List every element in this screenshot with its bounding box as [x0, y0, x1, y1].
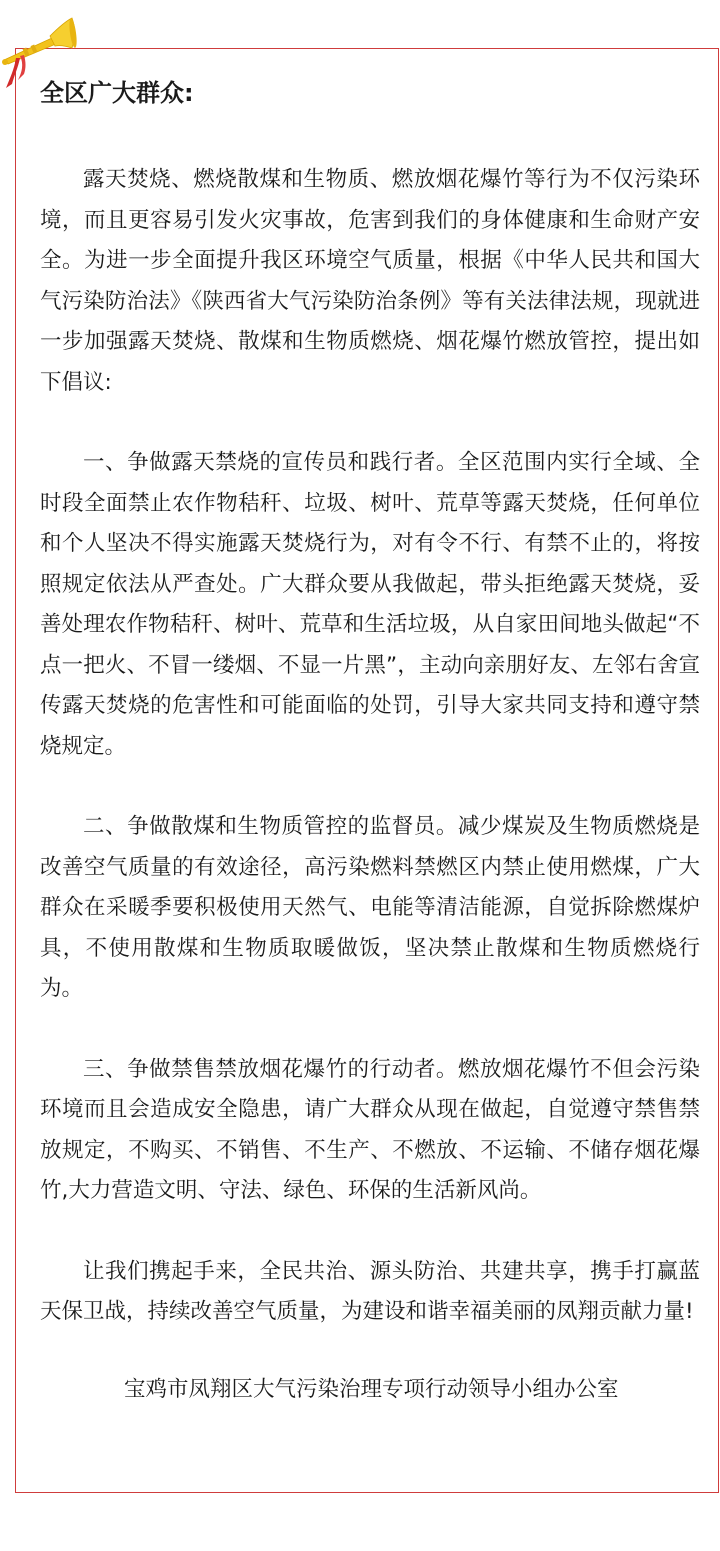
greeting-heading: 全区广大群众: [40, 79, 194, 107]
paragraph-item-2: 二、争做散煤和生物质管控的监督员。减少煤炭及生物质燃烧是改善空气质量的有效途径，高污染燃料禁燃区内禁止使用燃煤，广大群众在采暖季要积极使用天然气、电能等清洁能源，自觉拆除燃煤炉具，不使用散煤和生物质取暖做饭，坚决禁止散煤和生物质燃烧行为。 [40, 814, 700, 1001]
paragraph-intro: 露天焚烧、燃烧散煤和生物质、燃放烟花爆竹等行为不仅污染环境，而且更容易引发火灾事故，危害到我们的身体健康和生命财产安全。为进一步全面提升我区环境空气质量，根据《中华人民共和国大气污染防治法》《陕西省大气污染防治条例》等有关法律法规，现就进一步加强露天焚烧、散煤和生物质燃烧、烟花爆竹燃放管控，提出如下倡议: [40, 167, 700, 395]
notice-body [40, 70, 700, 1410]
signature: 宝鸡市凤翔区大气污染治理专项行动领导小组办公室 [124, 1376, 619, 1402]
paragraph-closing: 让我们携起手来，全民共治、源头防治、共建共享，携手打赢蓝天保卫战，持续改善空气质量，为建设和谐幸福美丽的凤翔贡献力量! [40, 1258, 700, 1324]
paragraph-item-3: 三、争做禁售禁放烟花爆竹的行动者。燃放烟花爆竹不但会污染环境而且会造成安全隐患，请广大群众从现在做起，自觉遵守禁售禁放规定，不购买、不销售、不生产、不燃放、不运输、不储存烟花爆竹,大力营造文明、守法、绿色、环保的生活新风尚。 [40, 1056, 700, 1203]
paragraph-item-1: 一、争做露天禁烧的宣传员和践行者。全区范围内实行全域、全时段全面禁止农作物秸秆、垃圾、树叶、荒草等露天焚烧，任何单位和个人坚决不得实施露天焚烧行为，对有令不行、有禁不止的，将按照规定依法从严查处。广大群众要从我做起，带头拒绝露天焚烧，妥善处理农作物秸秆、树叶、荒草和生活垃圾，从自家田间地头做起“不点一把火、不冒一缕烟、不显一片黑”，主动向亲朋好友、左邻右舍宣传露天焚烧的危害性和可能面临的处罚，引导大家共同支持和遵守禁烧规定。 [40, 450, 700, 759]
